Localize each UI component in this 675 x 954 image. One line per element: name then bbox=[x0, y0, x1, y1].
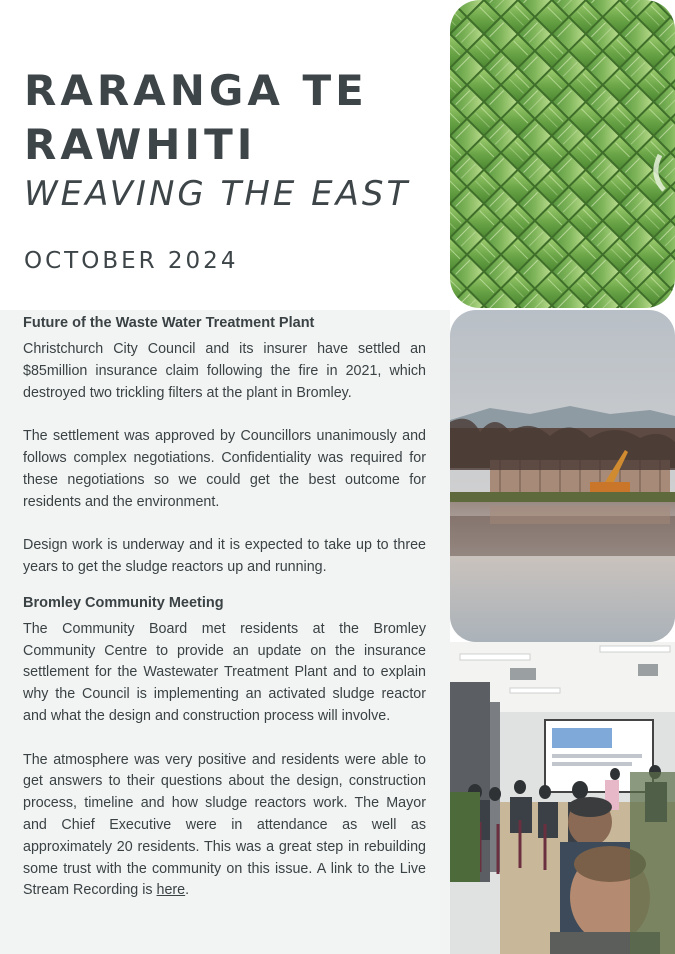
community-meeting-image bbox=[450, 642, 675, 954]
section-heading-meeting: Bromley Community Meeting bbox=[23, 594, 224, 611]
section-heading-wastewater: Future of the Waste Water Treatment Plant bbox=[23, 315, 315, 331]
newsletter-subtitle: WEAVING THE EAST bbox=[24, 174, 411, 214]
paragraph bbox=[23, 750, 426, 903]
article-content bbox=[23, 313, 426, 924]
treatment-plant-image bbox=[450, 310, 675, 642]
live-stream-link[interactable]: here bbox=[156, 882, 186, 899]
title-line-1: RARANGA TE bbox=[24, 66, 368, 115]
issue-date: OCTOBER 2024 bbox=[24, 248, 239, 274]
paragraph-end: . bbox=[185, 882, 190, 899]
woven-flax-image bbox=[450, 0, 675, 308]
paragraph: The Community Board met residents at the Bromley Community Centre to provide an update on the insurance settlement for the Wastewater Treatment Plant and to explain why the Council is implementing an activated sludge reactor and what the design and construction process will involve. bbox=[23, 620, 426, 724]
title-line-2: RAWHITI bbox=[24, 120, 257, 169]
masthead bbox=[0, 0, 450, 310]
newsletter-title bbox=[24, 64, 368, 172]
paragraph: Christchurch City Council and its insurer have settled an $85million insurance claim following the fire in 2021, which destroyed two trickling filters at the plant in Bromley. bbox=[23, 341, 426, 401]
paragraph: The settlement was approved by Councillors unanimously and follows complex negotiations. Confidentiality was required for these negotiations so we could get the best outcome for residents and the environment. bbox=[23, 428, 426, 510]
paragraph: Design work is underway and it is expected to take up to three years to get the sludge reactors up and running. bbox=[23, 537, 426, 575]
paragraph-text: The atmosphere was very positive and residents were able to get answers to their questions about the design, construction process, timeline and how sludge reactors work. The Mayor and Chief Executive were in attendance as well as approximately 20 residents. This was a great step in rebuilding some trust with the community on this issue. A link to the Live Stream Recording is bbox=[23, 751, 426, 899]
